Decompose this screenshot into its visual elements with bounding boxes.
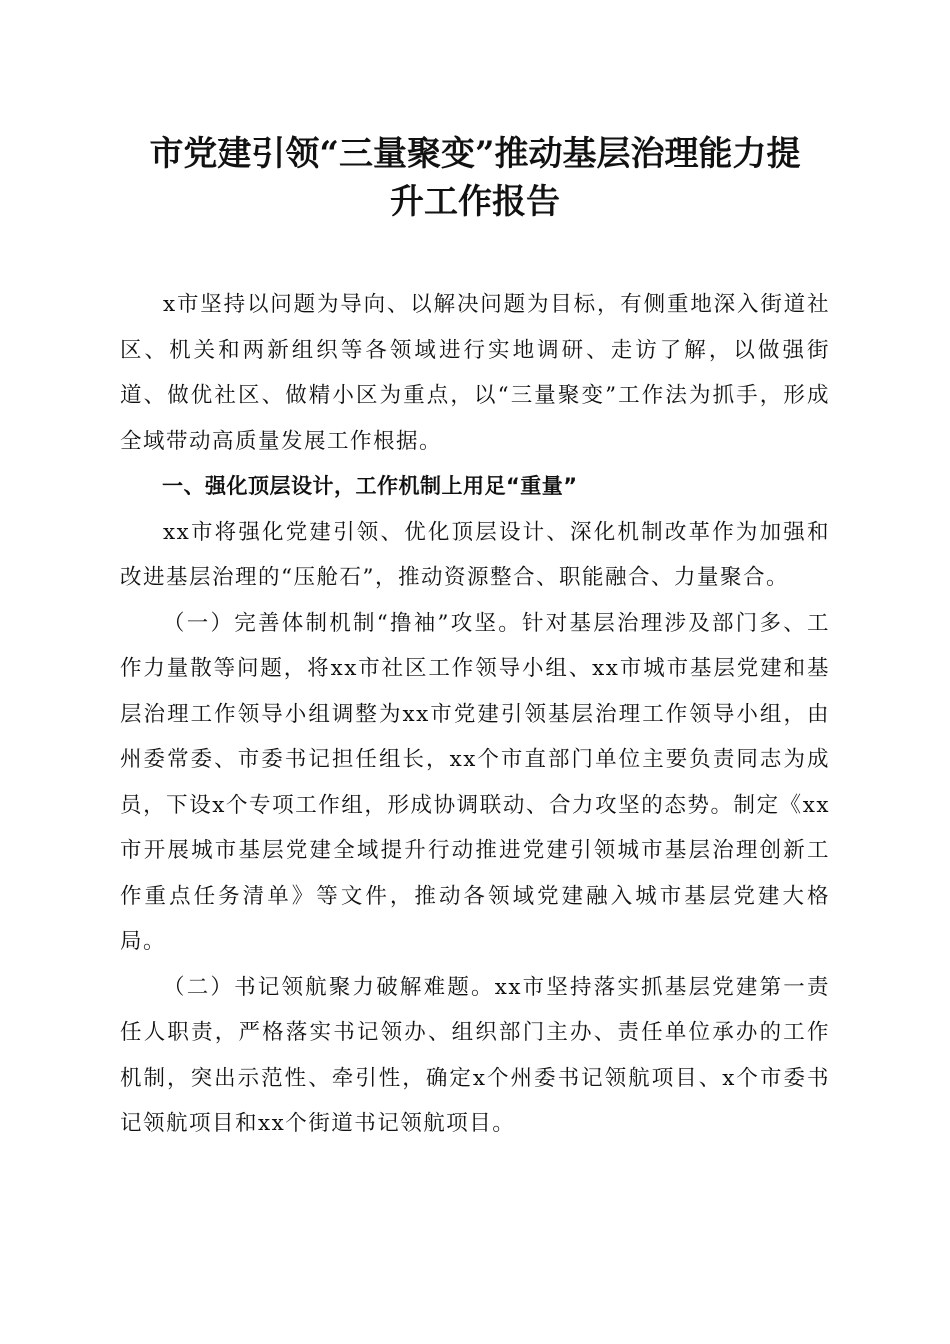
intro-paragraph: x市坚持以问题为导向、以解决问题为目标，有侧重地深入街道社区、机关和两新组织等各领域进行实地调研、走访了解，以做强街道、做优社区、做精小区为重点，以“三量聚变”工作法为抓手，形成全域带动高质量发展工作根据。 [120,292,830,454]
title-line-2: 升工作报告 [390,182,560,222]
subsection-paragraph-1 [120,601,830,965]
section-heading: 一、强化顶层设计，工作机制上用足“重量” [162,474,578,498]
subsection-lead-1: （一）完善体制机制“撸袖”攻坚。 [163,610,522,636]
title-line-1: 市党建引领“三量聚变”推动基层治理能力提 [149,134,801,174]
document-body [120,282,830,1147]
subsection-paragraph-2 [120,965,830,1147]
document-title [120,130,830,226]
section-intro-paragraph: xx市将强化党建引领、优化顶层设计、深化机制改革作为加强和改进基层治理的“压舱石”，推动资源整合、职能融合、力量聚合。 [120,519,830,590]
subsection-text-1: 针对基层治理涉及部门多、工作力量散等问题，将xx市社区工作领导小组、xx市城市基层党建和基层治理工作领导小组调整为xx市党建引领基层治理工作领导小组，由州委常委、市委书记担任组长，xx个市直部门单位主要负责同志为成员，下设x个专项工作组，形成协调联动、合力攻坚的态势。制定《xx市开展城市基层党建全域提升行动推进党建引领城市基层治理创新工作重点任务清单》等文件，推动各领域党建融入城市基层党建大格局。 [120,610,830,954]
document-page [120,130,830,1147]
subsection-lead-2: （二）书记领航聚力破解难题。 [163,974,495,1000]
subsection-text-2: xx市坚持落实抓基层党建第一责任人职责，严格落实书记领办、组织部门主办、责任单位承办的工作机制，突出示范性、牵引性，确定x个州委书记领航项目、x个市委书记领航项目和xx个街道书记领航项目。 [120,974,830,1136]
